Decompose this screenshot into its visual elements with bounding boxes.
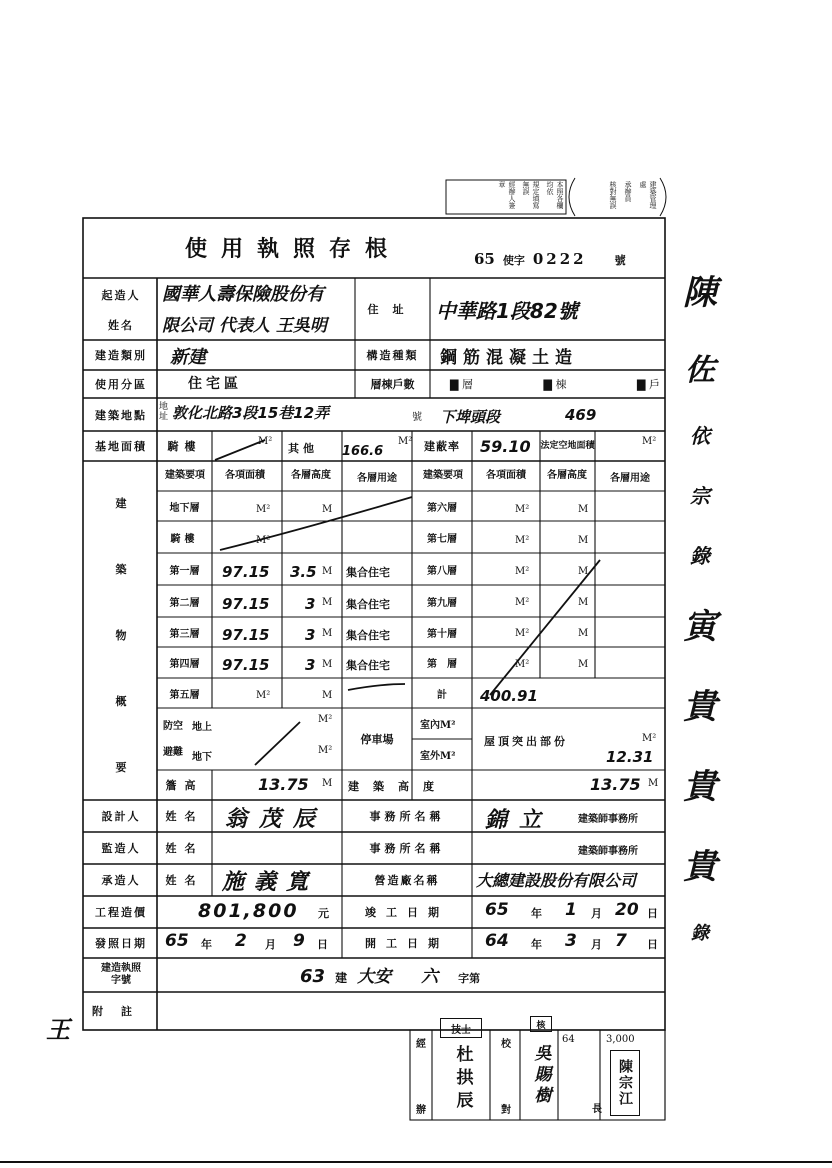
label-other: 其他 xyxy=(288,442,318,455)
col-header-item: 建築要項 xyxy=(165,470,205,481)
floor-7: 第七層 xyxy=(427,533,457,545)
units-right-m: M M M M M M xyxy=(578,504,589,670)
signoff-director-seal: 陳宗江 xyxy=(610,1050,640,1116)
doc-title: 使用執照存根 xyxy=(185,236,402,262)
label-completion: 竣工日期 xyxy=(365,906,449,919)
label-builder: 起造人 xyxy=(101,289,141,302)
label-below-ground: 地下 xyxy=(192,752,212,763)
floor-9: 第九層 xyxy=(427,597,457,609)
signoff-jing: 經 xyxy=(416,1038,426,1050)
unit-m2: M² xyxy=(318,745,333,756)
floor-3: 第三層 xyxy=(169,628,200,640)
cost-value: 801,800 xyxy=(198,900,299,922)
buildings-value: ▇ 棟 xyxy=(543,378,567,391)
label-builder-name: 姓名 xyxy=(108,319,134,332)
building-class-value: 新建 xyxy=(170,347,206,368)
license-year: 65 xyxy=(474,250,495,268)
label-building-summary: 建 築 物 概 要 xyxy=(115,497,127,774)
label-air-raid: 防空避難 xyxy=(163,720,183,758)
label-address: 住址 xyxy=(367,303,418,316)
floor-8: 第八層 xyxy=(427,565,457,577)
completion-date: 65 年 1 月 20 日 xyxy=(485,900,658,920)
floor-arcade: 騎樓 xyxy=(170,533,199,545)
label-start: 開工日期 xyxy=(365,937,449,950)
label-site-address: 地址 xyxy=(159,402,169,422)
building-height-value: 13.75 xyxy=(590,775,641,794)
label-above-ground: 地上 xyxy=(192,722,212,733)
total-area-value: 400.91 xyxy=(480,687,538,705)
label-designer: 設計人 xyxy=(101,810,141,823)
floor-4-height: 3 xyxy=(305,656,316,674)
signoff-he: 核 xyxy=(530,1016,552,1032)
label-permit-no: 建造執照字號 xyxy=(101,963,141,986)
units-left: M² M² M² xyxy=(256,504,271,701)
contractor-firm-value: 大總建設股份有限公司 xyxy=(476,871,637,890)
label-legal-open: 法定空地面積 xyxy=(540,440,595,451)
stamp-paren xyxy=(580,181,658,213)
floor-1: 第一層 xyxy=(169,565,200,577)
floors-units-values xyxy=(450,376,660,392)
unit-m2: M² xyxy=(642,436,657,447)
use-zone-value: 住宅區 xyxy=(188,376,242,392)
signoff-number: 64 xyxy=(562,1034,575,1045)
floor-5: 第五層 xyxy=(169,689,200,701)
license-label: 使字 xyxy=(502,254,525,267)
label-use-zone: 使用分區 xyxy=(95,378,147,391)
floor-4-use: 集合住宅 xyxy=(346,659,390,672)
site-lot-number: 469 xyxy=(565,406,597,424)
signoff-xiao: 校 xyxy=(501,1038,511,1050)
label-arch-office: 建築師事務所 xyxy=(578,846,638,857)
builder-name-1: 國華人壽保險股份有 xyxy=(162,284,324,305)
label-firm-name: 營造廠名稱 xyxy=(374,874,440,887)
label-floors-units: 層棟戶數 xyxy=(370,378,415,391)
unit-m: M xyxy=(648,778,659,789)
label-building-height: 建築高度 xyxy=(348,780,448,793)
signoff-checker-seal: 吳賜樹 xyxy=(530,1043,551,1107)
label-name: 姓名 xyxy=(165,842,204,855)
site-address-value: 敦化北路3段15巷12弄 xyxy=(172,404,330,422)
signoff-amount: 3,000 xyxy=(606,1034,635,1045)
unit-m2: M² xyxy=(398,436,413,447)
designer-office-value: 錦立 xyxy=(485,808,554,833)
label-office-name: 事務所名稱 xyxy=(369,810,445,823)
units-left-m: M M M M M M xyxy=(322,504,333,701)
permit-no: 63 建 大安 六 字第 xyxy=(300,966,481,987)
signoff-ban: 辦 xyxy=(416,1104,426,1116)
label-name: 姓名 xyxy=(165,810,204,823)
issue-date: 65 年 2 月 9 日 xyxy=(165,931,328,951)
floor-total: 計 xyxy=(437,689,447,701)
floor-blank: 第 層 xyxy=(427,659,457,670)
label-issue-date: 發照日期 xyxy=(95,937,147,950)
stamp-box xyxy=(449,181,565,213)
label-outdoor: 室外M² xyxy=(420,751,456,762)
left-margin-mark: 王 xyxy=(46,1016,70,1044)
stamp-paren-line: 承辦員 xyxy=(624,181,632,202)
other-area-value: 166.6 xyxy=(342,444,384,459)
signoff-tech-seal: 杜拱辰 xyxy=(452,1044,473,1114)
stamp-line: 經辦人簽章 xyxy=(498,181,516,209)
col-header-item-r: 建築要項 xyxy=(423,470,463,481)
floors-value: ▇ 層 xyxy=(450,378,473,391)
label-structure: 構造種類 xyxy=(366,349,419,362)
col-header-height: 各層高度 xyxy=(291,470,331,481)
cost-unit: 元 xyxy=(318,907,329,920)
coverage-value: 59.10 xyxy=(480,437,531,456)
floor-6: 第六層 xyxy=(427,502,457,514)
col-header-height-r: 各層高度 xyxy=(547,470,587,481)
floor-2: 第二層 xyxy=(169,597,200,609)
signoff-zhang: 長 xyxy=(592,1104,602,1115)
floor-1-height: 3.5 xyxy=(290,563,317,581)
floor-3-area: 97.15 xyxy=(222,626,270,644)
label-supervisor: 監造人 xyxy=(101,842,141,855)
floor-4: 第四層 xyxy=(169,659,200,670)
builder-name-2: 限公司 代表人 王吳明 xyxy=(162,316,327,336)
roof-height-value: 12.31 xyxy=(606,748,654,766)
right-margin-column: 陳 佐 依 宗 錄 寅 貴 貴 貴 錄 xyxy=(683,273,717,944)
col-header-area-r: 各項面積 xyxy=(486,470,526,481)
unit-m2: M² xyxy=(642,733,657,744)
label-building-class: 建造類別 xyxy=(95,349,147,362)
label-coverage: 建蔽率 xyxy=(424,440,460,453)
stamp-line: 規定填寫無誤 xyxy=(522,181,540,209)
label-name: 姓名 xyxy=(165,874,204,887)
label-site-area: 基地面積 xyxy=(95,440,147,453)
label-arch-office: 建築師事務所 xyxy=(578,814,638,825)
label-indoor: 室內M² xyxy=(420,720,456,731)
signoff-tech-title: 技士 xyxy=(440,1018,482,1038)
floor-4-area: 97.15 xyxy=(222,656,270,674)
label-office-name: 事務所名稱 xyxy=(369,842,445,855)
label-cost: 工程造價 xyxy=(95,906,147,919)
floor-10: 第十層 xyxy=(427,628,457,640)
col-header-use: 各層用途 xyxy=(357,472,397,484)
floor-3-height: 3 xyxy=(305,626,316,644)
license-num: 0222 xyxy=(532,250,587,268)
units-value: ▇ 戶 xyxy=(637,378,660,391)
col-header-use-r: 各層用途 xyxy=(610,472,650,484)
floor-1-use: 集合住宅 xyxy=(346,566,390,579)
stamp-paren-line: 建築管理處 xyxy=(639,181,657,209)
stamp-line: 本照各欄均依 xyxy=(546,181,564,209)
floor-1-area: 97.15 xyxy=(222,563,270,581)
unit-m2: M² xyxy=(258,436,273,447)
unit-m: M xyxy=(322,778,333,789)
stamp-paren-line: 核對無誤 xyxy=(609,181,617,209)
structure-value: 鋼筋混凝土造 xyxy=(440,348,578,368)
floor-2-use: 集合住宅 xyxy=(346,598,390,611)
label-eave-height: 簷高 xyxy=(165,779,204,792)
designer-name-value: 翁茂辰 xyxy=(225,807,328,832)
floor-3-use: 集合住宅 xyxy=(346,629,390,642)
site-lot-section: 下埤頭段 xyxy=(440,408,501,426)
floor-2-height: 3 xyxy=(305,595,316,613)
label-contractor: 承造人 xyxy=(101,874,141,887)
contractor-name-value: 施義寬 xyxy=(222,870,319,895)
floor-basement: 地下層 xyxy=(169,502,200,514)
license-number xyxy=(474,250,626,268)
address-value: 中華路1段82號 xyxy=(436,299,578,323)
signoff-dui: 對 xyxy=(501,1104,511,1116)
label-arcade: 騎樓 xyxy=(167,440,202,453)
unit-m2: M² xyxy=(318,714,333,725)
units-right: M² M² M² M² M² M² xyxy=(515,504,530,670)
label-roof-protrusion: 屋頂突出部份 xyxy=(484,735,568,748)
label-parking: 停車場 xyxy=(360,733,394,746)
label-site-no: 號 xyxy=(412,412,422,423)
eave-height-value: 13.75 xyxy=(258,775,309,794)
floor-2-area: 97.15 xyxy=(222,595,270,613)
col-header-area: 各項面積 xyxy=(225,470,265,481)
label-site-location: 建築地點 xyxy=(95,408,147,422)
start-date: 64 年 3 月 7 日 xyxy=(485,931,658,951)
license-suffix: 號 xyxy=(614,254,626,267)
label-remarks: 附註 xyxy=(92,1005,150,1018)
